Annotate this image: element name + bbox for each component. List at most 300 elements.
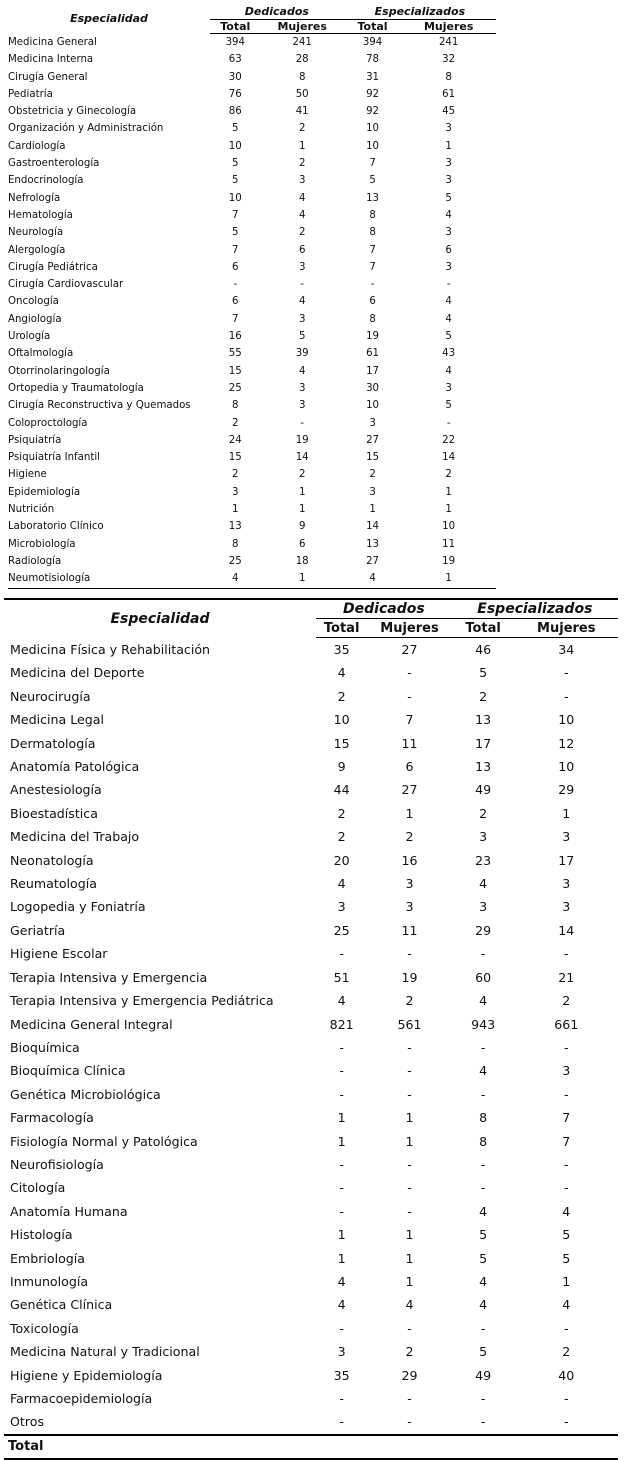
cell-dedicados-total: 24 [228,434,242,446]
cell-dedicados-mujeres: 2 [298,227,306,239]
cell-especializados-mujeres: - [564,1414,569,1430]
header-especializados-mujeres: Mujeres [401,20,496,34]
cell-dedicados-mujeres: - [407,665,412,681]
cell-dedicados-mujeres: 2 [405,993,414,1009]
cell-dedicados-mujeres: 1 [298,486,306,498]
cell-dedicados-total: 44 [333,782,350,798]
cell-especializados-total: 61 [366,348,380,360]
specialty-name: Nutrición [8,504,55,516]
specialty-name: Radiología [8,555,62,567]
cell-dedicados-mujeres: 39 [295,348,309,360]
table-row [8,484,496,501]
cell-especializados-mujeres: 3 [562,829,571,845]
table-row [4,966,618,989]
cell-especializados-total: 27 [366,434,380,446]
cell-especializados-mujeres: 1 [562,805,571,821]
specialty-name: Organización y Administración [8,123,164,135]
cell-dedicados-total: 1 [337,1250,346,1266]
specialty-name: Anatomía Patológica [10,759,140,775]
specialty-name: Cardiología [8,140,66,152]
cell-dedicados-mujeres: 2 [298,469,306,481]
specialty-name: Embriología [10,1250,86,1266]
cell-especializados-total: 5 [369,175,376,187]
specialty-name: Obstetricia y Ginecología [8,106,137,118]
cell-dedicados-total: 13 [228,521,242,533]
table-row [8,570,496,588]
cell-dedicados-mujeres: 19 [295,434,309,446]
table-row [4,1176,618,1199]
table-row [8,328,496,345]
cell-especializados-mujeres: 3 [445,382,452,394]
table-row [8,86,496,103]
cell-dedicados-mujeres: - [407,1039,412,1055]
table-row [4,638,618,662]
specialty-name: Coloproctología [8,417,88,429]
table-row [8,120,496,137]
cell-dedicados-total: 3 [232,486,239,498]
cell-especializados-mujeres: 4 [445,313,452,325]
specialty-name: Microbiología [8,538,76,550]
specialty-name: Farmacoepidemiología [10,1391,153,1406]
header-dedicados-total: Total [210,20,261,34]
cell-dedicados-mujeres: 241 [292,37,312,48]
cell-especializados-mujeres: 1 [445,504,452,516]
cell-dedicados-total: 3 [337,1344,346,1360]
cell-especializados-mujeres: 5 [445,192,452,204]
cell-dedicados-mujeres: 4 [298,209,306,221]
table-row [4,755,618,778]
table-row [8,224,496,241]
table-row [4,1317,618,1340]
cell-especializados-total: - [480,1180,486,1196]
cell-especializados-total: 15 [366,452,380,464]
cell-dedicados-total: 10 [228,192,242,204]
header-especializados: Especializados [344,4,496,20]
table-row [8,242,496,259]
cell-especializados-mujeres: 10 [558,712,575,728]
cell-dedicados-mujeres: - [407,1203,412,1219]
table-row [8,190,496,207]
cell-especializados-total: 7 [369,261,376,273]
cell-dedicados-total: 6 [232,261,239,273]
cell-dedicados-mujeres: - [407,1086,412,1102]
cell-dedicados-total: 5 [232,175,239,187]
cell-dedicados-mujeres: 3 [298,261,306,273]
cell-especializados-mujeres: 2 [562,1344,571,1360]
header-especializados-total: Total [344,20,402,34]
table-row [4,708,618,731]
cell-especializados-total: 5 [479,1250,488,1266]
cell-especializados-total: 78 [366,54,380,66]
cell-especializados-total: 4 [344,570,402,588]
cell-dedicados-mujeres: - [300,417,305,429]
specialty-name: Anestesiología [10,782,102,798]
cell-dedicados-total: 55 [228,348,242,360]
cell-dedicados-total: 2 [337,688,346,704]
cell-especializados-mujeres: 3 [445,123,452,135]
specialty-name: Pediatría [8,88,53,100]
cell-dedicados-mujeres: 9 [298,521,306,533]
specialty-name: Anatomía Humana [10,1203,128,1219]
cell-especializados-mujeres: 12 [558,735,575,751]
cell-dedicados-total: 5 [232,123,239,135]
specialty-name: Higiene y Epidemiología [10,1367,163,1383]
cell-dedicados-mujeres: 2 [405,1344,414,1360]
cell-dedicados-total: 2 [232,469,239,481]
cell-especializados-total: 8 [369,209,376,221]
cell-especializados-mujeres: 7 [562,1110,571,1126]
specialty-name: Psiquiatría [8,434,62,446]
table-row [4,825,618,848]
cell-especializados-mujeres: 3 [562,899,571,915]
table-row [4,1083,618,1106]
cell-especializados-mujeres: 3 [562,876,571,892]
specialty-name: Inmunología [10,1273,89,1289]
specialty-name: Fisiología Normal y Patológica [10,1133,198,1149]
specialty-name: Terapia Intensiva y Emergencia Pediátrica [10,993,274,1009]
cell-dedicados-mujeres: 1 [405,1250,414,1266]
table-row [4,1036,618,1059]
cell-especializados-total: 60 [475,969,492,985]
table-row [8,501,496,518]
specialty-name: Neurofisiología [10,1156,104,1172]
cell-especializados-mujeres: 32 [442,54,456,66]
specialty-name: Bioquímica Clínica [10,1063,126,1079]
cell-dedicados-total: 20 [333,852,350,868]
cell-dedicados-mujeres: 50 [295,88,309,100]
header-dedicados: Dedicados [210,4,344,20]
cell-dedicados-total: 4 [337,665,346,681]
cell-especializados-total: 19 [366,331,380,343]
table-row [8,536,496,553]
cell-dedicados-mujeres: - [407,1414,412,1430]
table-row [4,778,618,801]
cell-especializados-mujeres: - [564,1086,569,1102]
table-row [8,415,496,432]
cell-dedicados-total: 7 [232,244,239,256]
specialty-name: Dermatología [10,735,96,751]
cell-especializados-mujeres: 7 [562,1133,571,1149]
cell-especializados-mujeres: - [564,1180,569,1196]
table-row [4,1340,618,1363]
table-row [4,1387,618,1410]
cell-especializados-mujeres: 4 [445,365,452,377]
specialty-name: Terapia Intensiva y Emergencia [10,969,208,985]
cell-dedicados-mujeres: 4 [298,192,306,204]
cell-dedicados-mujeres: 11 [401,922,418,938]
table-row [8,311,496,328]
cell-especializados-mujeres: 11 [442,538,456,550]
cell-dedicados-total: 6 [232,296,239,308]
cell-dedicados-mujeres: 4 [298,296,306,308]
specialty-name: Genética Clínica [10,1297,113,1313]
cell-dedicados-total: 15 [228,365,242,377]
cell-especializados-mujeres: 3 [445,158,452,170]
specialty-name: Citología [10,1180,66,1196]
cell-dedicados-total: 4 [337,1297,346,1313]
table-row [8,293,496,310]
specialty-name: Angiología [8,313,62,325]
cell-dedicados-mujeres: - [407,1156,412,1172]
table-row [8,518,496,535]
specialty-name: Higiene [8,469,47,481]
header-especialidad: Especialidad [70,12,148,26]
table-row [8,432,496,449]
specialty-name: Histología [10,1227,73,1243]
cell-especializados-mujeres: - [564,1156,569,1172]
cell-especializados-mujeres: 3 [445,227,452,239]
cell-especializados-mujeres: - [564,946,569,962]
cell-dedicados-total: - [339,1203,344,1219]
cell-dedicados-mujeres: - [407,1320,412,1336]
specialty-name: Cirugía Reconstructiva y Quemados [8,400,191,412]
table-row [8,34,496,52]
specialty-name: Reumatología [10,876,97,892]
cell-especializados-total: 13 [475,712,492,728]
cell-dedicados-mujeres: 5 [298,331,306,343]
cell-especializados-mujeres: 3 [562,1063,571,1079]
specialty-name: Laboratorio Clínico [8,521,104,533]
cell-dedicados-total: - [339,1156,344,1172]
specialty-name: Medicina General Integral [10,1016,173,1032]
cell-dedicados-mujeres: 3 [298,400,306,412]
cell-especializados-total: 4 [479,1203,488,1219]
specialty-name: Endocrinología [8,175,84,187]
cell-dedicados-mujeres: 1 [405,805,414,821]
specialty-name: Medicina Física y Rehabilitación [10,641,211,657]
specialty-name: Neonatología [10,852,94,868]
cell-especializados-mujeres: 8 [445,71,452,83]
table1-body [8,34,496,589]
cell-especializados-total: 13 [366,538,380,550]
cell-especializados-mujeres: - [564,1391,569,1406]
specialty-name: Alergología [8,244,66,256]
cell-especializados-mujeres: 29 [558,782,575,798]
cell-dedicados-total: 8 [232,538,239,550]
cell-especializados-total: 4 [479,993,488,1009]
table-row [4,849,618,872]
cell-especializados-total: - [480,1320,486,1336]
cell-dedicados-mujeres: 1 [298,504,306,516]
cell-dedicados-mujeres: 1 [405,1273,414,1289]
cell-especializados-mujeres: 14 [558,922,575,938]
cell-especializados-mujeres: 19 [442,555,456,567]
cell-dedicados-total: 2 [232,417,239,429]
cell-dedicados-total: 1 [232,504,239,516]
cell-dedicados-total: 3 [337,899,346,915]
table-row [4,661,618,684]
cell-especializados-total: 13 [475,759,492,775]
cell-especializados-total: 49 [475,782,492,798]
cell-dedicados-mujeres: 1 [405,1133,414,1149]
cell-dedicados-total: - [339,1063,344,1079]
table-row [8,449,496,466]
cell-dedicados-total: 5 [232,227,239,239]
cell-dedicados-mujeres: 2 [298,123,306,135]
table-row [4,1410,618,1434]
cell-especializados-total: 92 [366,106,380,118]
table-row [8,466,496,483]
specialty-name: Gastroenterología [8,158,100,170]
cell-especializados-mujeres: 2 [445,469,452,481]
cell-dedicados-total: 30 [228,71,242,83]
table-row [8,69,496,86]
cell-especializados-mujeres: 14 [442,452,456,464]
cell-especializados-mujeres: 5 [562,1250,571,1266]
cell-especializados-total: 394 [362,37,383,48]
table-row [8,51,496,68]
cell-dedicados-total: - [339,946,344,962]
cell-dedicados-mujeres: 3 [298,382,306,394]
table-row [4,872,618,895]
cell-dedicados-total: 15 [333,735,350,751]
cell-dedicados-mujeres: 27 [401,642,418,657]
cell-especializados-total: 8 [369,227,376,239]
cell-especializados-total: - [480,1414,486,1430]
cell-especializados-mujeres: 4 [562,1297,571,1313]
cell-dedicados-total: 4 [337,876,346,892]
cell-dedicados-mujeres: 1 [405,1227,414,1243]
table-row [8,172,496,189]
specialty-name: Bioestadística [10,805,98,821]
cell-especializados-total: 4 [479,1063,488,1079]
cell-especializados-total: 7 [369,244,376,256]
cell-dedicados-total: - [339,1086,344,1102]
cell-especializados-total: 92 [366,88,380,100]
table-row [4,1223,618,1246]
specialty-name: Medicina del Deporte [10,665,145,681]
cell-especializados-total: 4 [479,1297,488,1313]
table-row [4,919,618,942]
cell-dedicados-total: 1 [337,1110,346,1126]
cell-especializados-mujeres: 1 [401,570,496,588]
table-row [4,732,618,755]
cell-especializados-mujeres: 2 [562,993,571,1009]
specialty-name: Toxicología [10,1320,79,1336]
specialty-name: Neumotisiología [8,570,210,588]
cell-especializados-total: 27 [366,555,380,567]
cell-especializados-total: 5 [479,665,488,681]
header-especializados-total: Total [452,619,515,638]
cell-dedicados-total: 10 [333,712,350,728]
cell-especializados-total: 5 [479,1227,488,1243]
table-row [8,155,496,172]
cell-especializados-total: 14 [366,521,380,533]
cell-dedicados-total: 51 [333,969,350,985]
cell-especializados-total: 2 [479,805,488,821]
header-especializados-mujeres: Mujeres [515,619,618,638]
cell-especializados-total: 7 [369,158,376,170]
cell-especializados-mujeres: 4 [562,1203,571,1219]
cell-especializados-total: 5 [479,1344,488,1360]
cell-especializados-mujeres: 5 [445,400,452,412]
cell-especializados-mujeres: 1 [445,140,452,152]
cell-dedicados-mujeres: 16 [401,852,418,868]
cell-especializados-total: 13 [366,192,380,204]
specialty-name: Medicina del Trabajo [10,829,140,845]
table-row [8,138,496,155]
table-row [4,1247,618,1270]
specialty-name: Higiene Escolar [10,946,108,962]
cell-especializados-total: - [480,1039,486,1055]
cell-especializados-total: 29 [475,922,492,938]
cell-especializados-total: 1 [369,504,376,516]
cell-especializados-mujeres: 40 [558,1367,575,1383]
cell-especializados-mujeres: 17 [558,852,575,868]
cell-dedicados-mujeres: 6 [298,538,306,550]
cell-dedicados-total: 7 [232,313,239,325]
total-row-label: Total [4,1435,618,1459]
specialty-name: Epidemiología [8,486,81,498]
cell-dedicados-total: 7 [232,209,239,221]
table-specialties-part1 [8,4,496,589]
table-row [8,207,496,224]
cell-dedicados-total: 16 [228,331,242,343]
cell-dedicados-mujeres: 1 [405,1110,414,1126]
table-row [4,942,618,965]
table-row [4,802,618,825]
cell-especializados-total: 49 [475,1367,492,1383]
table-row [4,989,618,1012]
cell-especializados-total: 2 [369,469,376,481]
cell-especializados-total: 31 [366,71,380,83]
cell-dedicados-mujeres: 2 [405,829,414,845]
cell-dedicados-total: 25 [228,555,242,567]
cell-dedicados-total: 394 [225,37,246,48]
cell-especializados-total: 30 [366,382,380,394]
cell-especializados-mujeres: - [564,1039,569,1055]
cell-especializados-total: 6 [369,296,376,308]
table-row [8,276,496,293]
table-row [8,103,496,120]
cell-especializados-mujeres: 45 [442,106,456,118]
cell-especializados-total: 3 [479,829,488,845]
cell-especializados-total: 10 [366,123,380,135]
cell-especializados-total: 8 [479,1110,488,1126]
specialty-name: Oncología [8,296,59,308]
cell-dedicados-total: 35 [333,1367,350,1383]
cell-especializados-mujeres: 4 [445,209,452,221]
cell-dedicados-mujeres: 41 [295,106,309,118]
cell-dedicados-total: - [339,1039,344,1055]
table-row [4,1270,618,1293]
cell-especializados-mujeres: 3 [445,261,452,273]
cell-dedicados-total: 821 [329,1016,354,1032]
table-row [4,1200,618,1223]
specialty-name: Geriatría [10,922,66,938]
cell-dedicados-total: 1 [337,1227,346,1243]
table-row [4,1013,618,1036]
header-especialidad: Especialidad [110,610,210,627]
table-row [4,1153,618,1176]
cell-dedicados-mujeres: - [407,688,412,704]
cell-especializados-total: 10 [366,400,380,412]
cell-dedicados-mujeres: - [407,946,412,962]
cell-dedicados-mujeres: 3 [298,175,306,187]
cell-dedicados-total: 86 [228,106,242,118]
specialty-name: Hematología [8,209,73,221]
cell-dedicados-mujeres: 28 [295,54,309,66]
specialty-name: Farmacología [10,1110,94,1126]
specialty-name: Medicina General [8,36,97,48]
cell-dedicados-mujeres: 27 [401,782,418,798]
cell-especializados-total: - [480,1391,486,1406]
cell-dedicados-mujeres: 18 [295,555,309,567]
specialty-name: Psiquiatría Infantil [8,452,100,464]
cell-dedicados-mujeres: 7 [405,712,414,728]
cell-dedicados-total: - [339,1320,344,1336]
header-dedicados-mujeres: Mujeres [367,619,451,638]
